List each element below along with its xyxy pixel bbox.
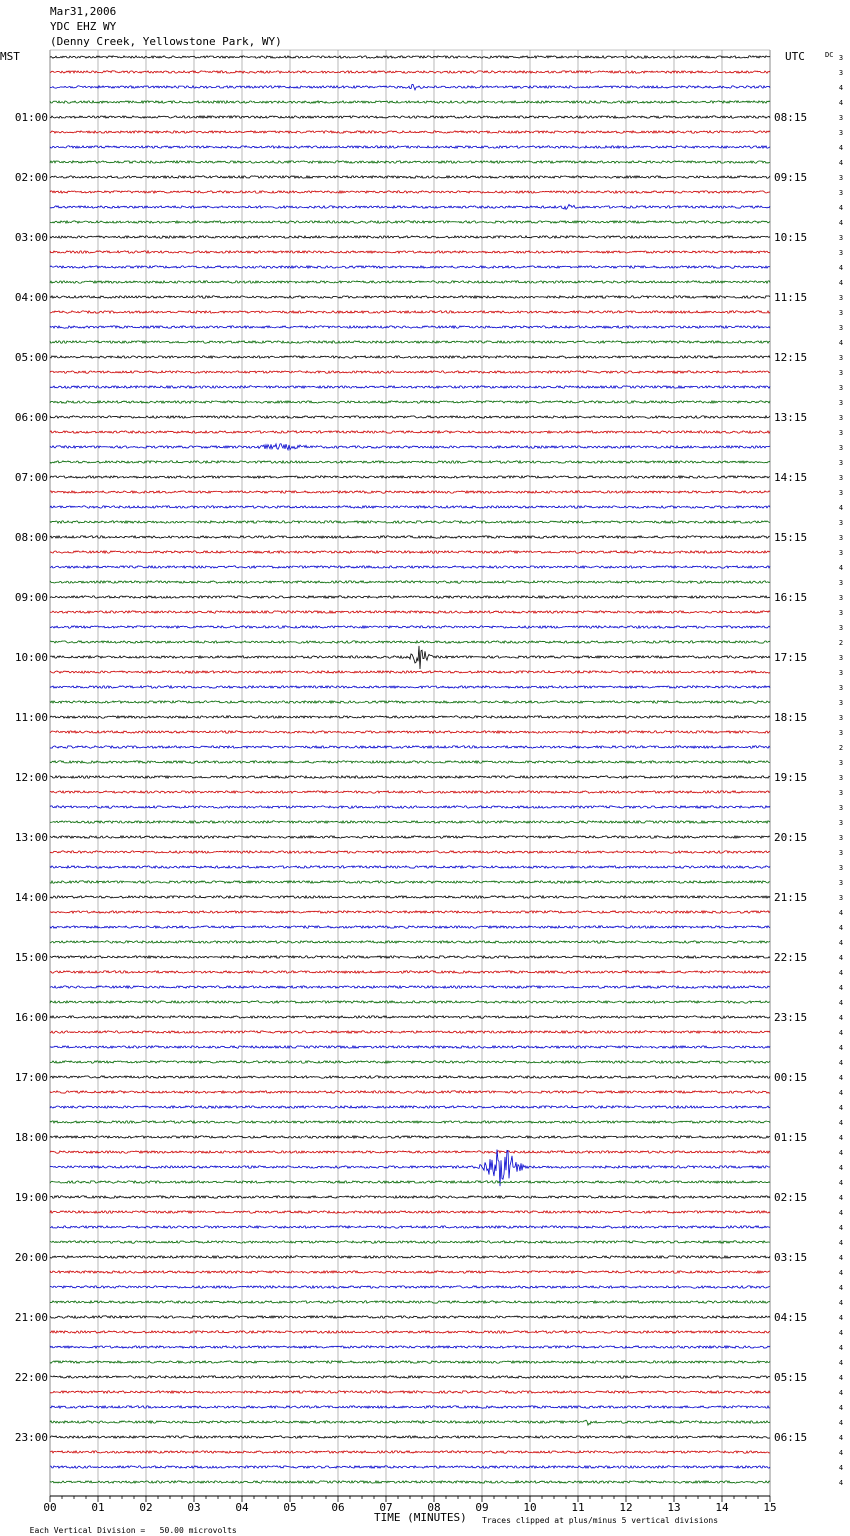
trace-84 [50,1316,770,1318]
trace-83 [50,1301,770,1303]
utc-hour-label: 19:15 [774,771,808,784]
x-tick-label: 02 [139,1501,153,1514]
trace-40 [50,646,770,669]
trace-5 [50,131,770,133]
trace-39 [50,641,770,643]
trace-16 [50,296,770,298]
trace-69 [50,1091,770,1093]
utc-hour-label: 16:15 [774,591,808,604]
dc-offset-value: 3 [838,834,844,842]
trace-66 [50,1046,770,1048]
dc-offset-value: 3 [838,549,844,557]
utc-axis-label: UTC [785,50,805,63]
x-tick-label: 15 [763,1501,777,1514]
dc-offset-value: 3 [838,669,844,677]
trace-75 [50,1181,770,1183]
dc-offset-value: 3 [838,519,844,527]
dc-offset-value: 3 [838,804,844,812]
dc-offset-value: 3 [838,594,844,602]
trace-65 [50,1031,770,1033]
utc-hour-label: 11:15 [774,291,808,304]
trace-73 [50,1151,770,1153]
dc-offset-value: 3 [838,249,844,257]
utc-hour-label: 03:15 [774,1251,808,1264]
dc-offset-value: 4 [838,1269,844,1277]
trace-47 [50,761,770,763]
trace-43 [50,701,770,703]
trace-38 [50,626,770,628]
dc-offset-value: 3 [838,54,844,62]
trace-15 [50,281,770,283]
trace-41 [50,671,770,673]
dc-offset-value: 4 [838,1254,844,1262]
dc-offset-value: 3 [838,849,844,857]
trace-8 [50,176,770,178]
seismic-traces [50,56,770,1483]
utc-hour-label: 15:15 [774,531,808,544]
x-tick-label: 06 [331,1501,345,1514]
utc-hour-label: 12:15 [774,351,808,364]
dc-offset-value: 3 [838,354,844,362]
mst-hour-label: 13:00 [14,831,48,844]
dc-offset-value: 3 [838,654,844,662]
dc-offset-value: 4 [838,1374,844,1382]
utc-hour-label: 17:15 [774,651,808,664]
trace-3 [50,101,770,103]
x-tick-label: 07 [379,1501,393,1514]
dc-offset-value: 3 [838,459,844,467]
dc-offset-value: 4 [838,279,844,287]
trace-76 [50,1196,770,1198]
dc-offset-value: 4 [838,564,844,572]
dc-offset-value: 4 [838,1329,844,1337]
dc-offset-value: 3 [838,819,844,827]
trace-58 [50,926,770,928]
mst-hour-label: 22:00 [14,1371,48,1384]
trace-10 [50,204,770,209]
trace-85 [50,1331,770,1333]
dc-offset-value: 3 [838,189,844,197]
dc-offset-value: 4 [838,1389,844,1397]
utc-hour-label: 02:15 [774,1191,808,1204]
dc-offset-value: 4 [838,144,844,152]
dc-offset-value: 4 [838,954,844,962]
utc-hour-label: 10:15 [774,231,808,244]
x-tick-label: 14 [715,1501,729,1514]
dc-offset-value: 4 [838,1434,844,1442]
dc-offset-value: 4 [838,1209,844,1217]
trace-68 [50,1076,770,1078]
trace-17 [50,311,770,313]
trace-4 [50,116,770,118]
mst-axis-label: MST [0,50,20,63]
dc-offset-value: 4 [838,1404,844,1412]
dc-offset-value: 3 [838,414,844,422]
dc-offset-value: 4 [838,504,844,512]
trace-90 [50,1406,770,1408]
trace-1 [50,71,770,73]
dc-offset-value: 4 [838,909,844,917]
dc-offset-value: 4 [838,1359,844,1367]
scale-note [0,1516,237,1536]
dc-offset-value: 4 [838,1074,844,1082]
trace-56 [50,896,770,898]
trace-13 [50,251,770,253]
x-tick-label: 08 [427,1501,441,1514]
dc-offset-value: 4 [838,1449,844,1457]
dc-offset-value: 4 [838,1239,844,1247]
mst-hour-label: 14:00 [14,891,48,904]
dc-offset-value: 4 [838,1224,844,1232]
dc-offset-value: 4 [838,1029,844,1037]
trace-30 [50,506,770,508]
dc-offset-value: 3 [838,114,844,122]
trace-36 [50,596,770,598]
trace-25 [50,431,770,433]
utc-hour-label: 20:15 [774,831,808,844]
dc-offset-value: 2 [838,639,844,647]
trace-32 [50,536,770,538]
dc-offset-value: 4 [838,1119,844,1127]
x-tick-label: 11 [571,1501,585,1514]
dc-offset-value: 3 [838,129,844,137]
dc-offset-value: 3 [838,234,844,242]
utc-hour-label: 00:15 [774,1071,808,1084]
trace-87 [50,1361,770,1363]
dc-offset-value: 4 [838,939,844,947]
trace-94 [50,1466,770,1468]
dc-offset-value: 4 [838,1089,844,1097]
mst-hour-label: 16:00 [14,1011,48,1024]
x-tick-label: 05 [283,1501,297,1514]
trace-42 [50,686,770,688]
location-label: (Denny Creek, Yellowstone Park, WY) [50,35,282,48]
trace-86 [50,1346,770,1348]
trace-27 [50,461,770,463]
x-tick-label: 03 [187,1501,201,1514]
dc-offset-value: 4 [838,1014,844,1022]
utc-hour-label: 05:15 [774,1371,808,1384]
trace-7 [50,161,770,163]
utc-hour-label: 04:15 [774,1311,808,1324]
mst-hour-label: 23:00 [14,1431,48,1444]
trace-54 [50,866,770,868]
mst-hour-label: 04:00 [14,291,48,304]
dc-offset-value: 3 [838,309,844,317]
dc-offset-value: 4 [838,264,844,272]
dc-offset-value: 3 [838,444,844,452]
mst-hour-label: 09:00 [14,591,48,604]
trace-29 [50,491,770,493]
mst-hour-label: 20:00 [14,1251,48,1264]
trace-62 [50,986,770,988]
trace-28 [50,476,770,478]
trace-70 [50,1106,770,1108]
dc-offset-value: 3 [838,699,844,707]
mst-hour-label: 11:00 [14,711,48,724]
dc-offset-value: 4 [838,204,844,212]
dc-offset-value: 4 [838,1104,844,1112]
dc-offset-value: 3 [838,369,844,377]
x-tick-label: 04 [235,1501,249,1514]
trace-22 [50,386,770,388]
trace-61 [50,971,770,973]
dc-offset-value: 4 [838,219,844,227]
trace-71 [50,1121,770,1123]
x-tick-label: 01 [91,1501,105,1514]
mst-hour-label: 08:00 [14,531,48,544]
trace-11 [50,221,770,223]
dc-offset-value: 3 [838,294,844,302]
utc-hour-label: 09:15 [774,171,808,184]
dc-offset-value: 4 [838,1149,844,1157]
dc-offset-value: 4 [838,999,844,1007]
dc-offset-value: 3 [838,429,844,437]
utc-hour-label: 08:15 [774,111,808,124]
trace-51 [50,821,770,823]
dc-offset-value: 4 [838,924,844,932]
dc-offset-value: 3 [838,579,844,587]
dc-offset-value: 3 [838,474,844,482]
dc-offset-value: 4 [838,84,844,92]
dc-offset-value: 3 [838,399,844,407]
trace-57 [50,911,770,913]
mst-hour-label: 15:00 [14,951,48,964]
mst-hour-label: 17:00 [14,1071,48,1084]
dc-offset-value: 3 [838,624,844,632]
dc-offset-value: 3 [838,69,844,77]
trace-35 [50,581,770,583]
trace-88 [50,1376,770,1378]
mst-hour-label: 02:00 [14,171,48,184]
dc-offset-value: 4 [838,1134,844,1142]
trace-12 [50,236,770,238]
dc-offset-value: 4 [838,1464,844,1472]
dc-offset-value: 3 [838,684,844,692]
trace-48 [50,776,770,778]
utc-hour-label: 21:15 [774,891,808,904]
dc-offset-value: 4 [838,1059,844,1067]
dc-offset-value: 4 [838,159,844,167]
trace-60 [50,956,770,958]
trace-81 [50,1271,770,1273]
trace-89 [50,1391,770,1393]
trace-72 [50,1136,770,1138]
trace-18 [50,326,770,328]
trace-33 [50,551,770,553]
trace-78 [50,1226,770,1228]
mst-hour-label: 01:00 [14,111,48,124]
dc-offset-value: 4 [838,99,844,107]
trace-21 [50,371,770,373]
trace-6 [50,146,770,148]
trace-9 [50,191,770,193]
date-label: Mar31,2006 [50,5,117,18]
dc-offset-value: 3 [838,609,844,617]
x-tick-label: 09 [475,1501,489,1514]
dc-offset-value: 3 [838,894,844,902]
trace-79 [50,1241,770,1243]
utc-hour-label: 14:15 [774,471,808,484]
dc-offset-value: 4 [838,1044,844,1052]
dc-axis-label: DC [825,51,834,59]
mst-hour-label: 03:00 [14,231,48,244]
trace-24 [50,416,770,418]
utc-hour-label: 18:15 [774,711,808,724]
dc-offset-value: 3 [838,864,844,872]
x-tick-label: 12 [619,1501,633,1514]
x-tick-label: 10 [523,1501,537,1514]
trace-34 [50,566,770,568]
trace-46 [50,746,770,748]
dc-offset-value: 3 [838,324,844,332]
x-tick-label: 00 [43,1501,57,1514]
dc-offset-value: 4 [838,1419,844,1427]
x-axis-title: TIME (MINUTES) [374,1511,467,1524]
trace-77 [50,1211,770,1213]
dc-offset-value: 4 [838,339,844,347]
dc-offset-value: 4 [838,1179,844,1187]
trace-95 [50,1481,770,1483]
trace-91 [50,1420,770,1425]
dc-offset-value: 3 [838,729,844,737]
dc-offset-value: 4 [838,1194,844,1202]
dc-offset-value: 3 [838,714,844,722]
trace-49 [50,791,770,793]
utc-hour-label: 06:15 [774,1431,808,1444]
utc-hour-label: 22:15 [774,951,808,964]
trace-64 [50,1016,770,1018]
dc-offset-value: 3 [838,789,844,797]
dc-offset-value: 4 [838,1314,844,1322]
trace-53 [50,851,770,853]
dc-offset-value: 4 [838,1344,844,1352]
dc-offset-value: 4 [838,1479,844,1487]
trace-59 [50,941,770,943]
trace-0 [50,56,770,58]
clip-note: Traces clipped at plus/minus 5 vertical divisions [482,1516,719,1525]
dc-offset-value: 3 [838,534,844,542]
mst-hour-label: 05:00 [14,351,48,364]
trace-52 [50,836,770,838]
trace-37 [50,611,770,613]
trace-14 [50,266,770,268]
trace-55 [50,881,770,883]
utc-hour-label: 23:15 [774,1011,808,1024]
dc-offset-value: 4 [838,984,844,992]
mst-hour-label: 12:00 [14,771,48,784]
dc-offset-value: 3 [838,759,844,767]
mst-hour-label: 18:00 [14,1131,48,1144]
mst-hour-label: 07:00 [14,471,48,484]
dc-offset-value: 4 [838,1164,844,1172]
x-tick-label: 13 [667,1501,681,1514]
dc-offset-value: 4 [838,969,844,977]
trace-93 [50,1451,770,1453]
dc-offset-value: 3 [838,489,844,497]
utc-hour-label: 13:15 [774,411,808,424]
dc-offset-value: 3 [838,879,844,887]
trace-23 [50,401,770,403]
trace-20 [50,356,770,358]
scale-text: Each Vertical Division = 50.00 microvolts [29,1526,237,1535]
trace-19 [50,341,770,343]
dc-offset-value: 3 [838,774,844,782]
dc-offset-value: 4 [838,1284,844,1292]
station-label: YDC EHZ WY [50,20,117,33]
dc-offset-value: 3 [838,174,844,182]
trace-92 [50,1436,770,1438]
trace-63 [50,1001,770,1003]
dc-offset-value: 3 [838,384,844,392]
dc-offset-value: 2 [838,744,844,752]
trace-67 [50,1061,770,1063]
mst-hour-label: 19:00 [14,1191,48,1204]
mst-hour-label: 06:00 [14,411,48,424]
trace-45 [50,731,770,733]
dc-offset-value: 4 [838,1299,844,1307]
trace-50 [50,806,770,808]
utc-hour-label: 01:15 [774,1131,808,1144]
dc-offset-column [839,54,843,1487]
trace-82 [50,1286,770,1288]
mst-hour-label: 21:00 [14,1311,48,1324]
trace-2 [50,84,770,90]
trace-26 [50,444,770,450]
trace-44 [50,716,770,718]
trace-31 [50,521,770,523]
mst-hour-label: 10:00 [14,651,48,664]
trace-80 [50,1256,770,1258]
